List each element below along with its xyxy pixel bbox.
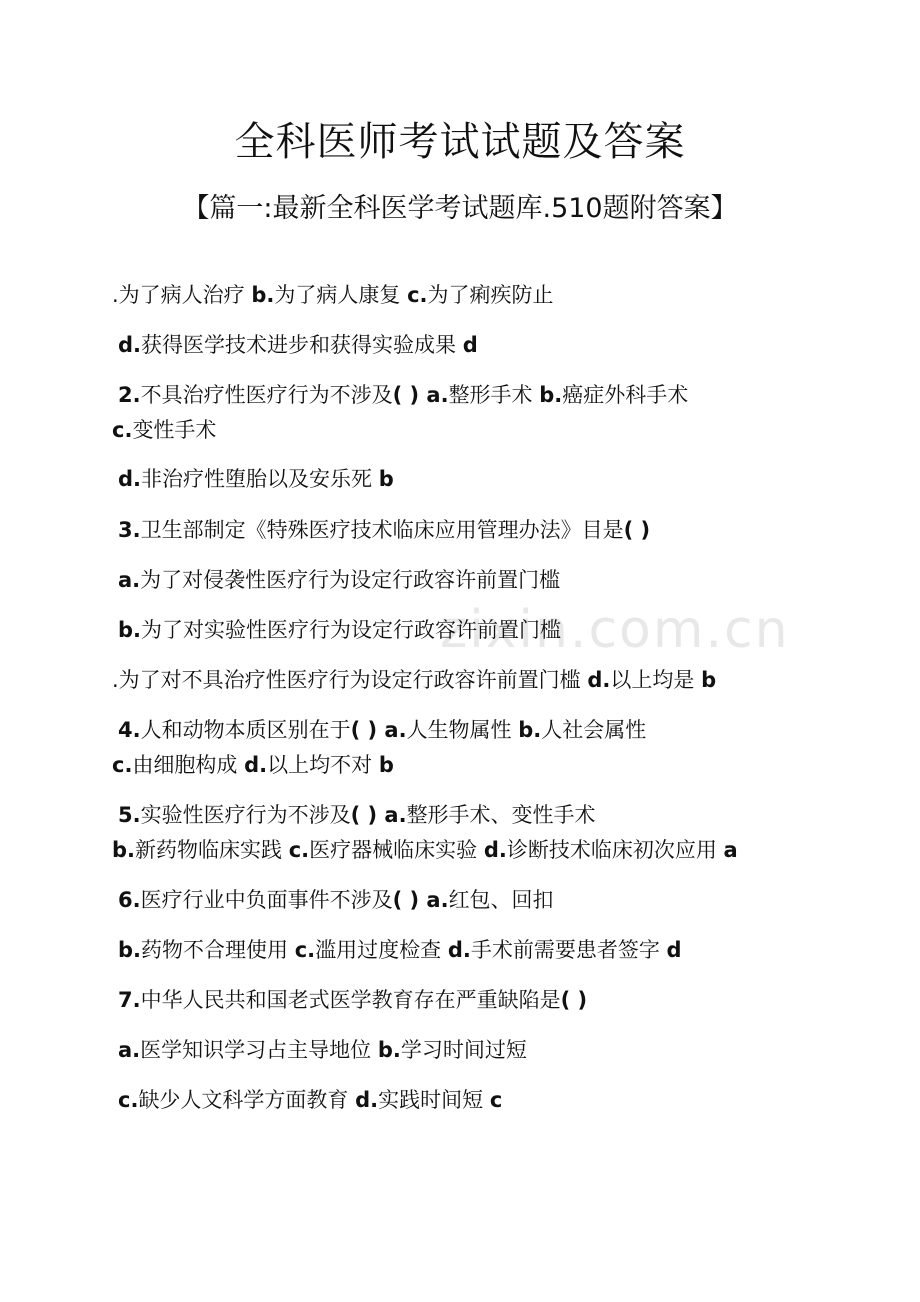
text-line — [118, 616, 561, 644]
text-line — [118, 465, 394, 493]
text-run: .为了病人治疗 — [112, 283, 252, 307]
text-line — [118, 331, 478, 359]
page-title: 全科医师考试试题及答案 — [234, 119, 686, 165]
bold-text-run: b. — [251, 283, 275, 307]
text-line — [118, 516, 650, 544]
text-line — [118, 381, 688, 409]
text-run: 医学知识学习占主导地位 — [140, 1038, 378, 1062]
text-run: 医疗行业中负面事件不涉及 — [140, 888, 393, 912]
text-run: 为了病人康复 — [274, 283, 408, 307]
text-line — [118, 1086, 502, 1114]
text-run: 癌症外科手术 — [562, 383, 689, 407]
text-line — [118, 801, 596, 829]
bold-text-run: c. — [407, 283, 428, 307]
bold-text-run: d. — [118, 467, 142, 491]
bold-text-run: ( ) a. — [392, 888, 449, 912]
bold-text-run: a — [723, 838, 738, 862]
text-run: 实践时间短 — [378, 1088, 490, 1112]
bold-text-run: 7. — [118, 988, 141, 1012]
bold-text-run: b — [701, 668, 717, 692]
bold-text-run: d — [462, 333, 478, 357]
watermark: zixin.com.cn — [440, 600, 790, 660]
text-line — [118, 1036, 527, 1064]
text-run: 人社会属性 — [541, 718, 647, 742]
bold-text-run: a. — [118, 1038, 141, 1062]
bold-text-run: b. — [118, 618, 142, 642]
bold-text-run: c. — [112, 418, 133, 442]
bold-text-run: b — [378, 753, 394, 777]
text-run: 中华人民共和国老式医学教育存在严重缺陷是 — [140, 988, 561, 1012]
bold-text-run: ( ) a. — [350, 718, 407, 742]
bold-text-run: d. — [447, 938, 471, 962]
bold-text-run: 2. — [118, 383, 141, 407]
bold-text-run: 4. — [118, 718, 141, 742]
bold-text-run: b. — [377, 1038, 401, 1062]
bold-text-run: c — [489, 1088, 503, 1112]
bold-text-run: b. — [118, 938, 142, 962]
text-line — [112, 666, 716, 694]
bold-text-run: 6. — [118, 888, 141, 912]
bold-text-run: b. — [518, 718, 542, 742]
text-run: .为了对不具治疗性医疗行为设定行政容许前置门槛 — [112, 668, 588, 692]
text-line — [118, 936, 682, 964]
text-line — [118, 986, 587, 1014]
text-run: 人和动物本质区别在于 — [140, 718, 351, 742]
text-run: 实验性医疗行为不涉及 — [140, 803, 351, 827]
bold-text-run: d. — [483, 838, 507, 862]
text-run: 整形手术 — [448, 383, 540, 407]
bold-text-run: c. — [118, 1088, 139, 1112]
bold-text-run: 5. — [118, 803, 141, 827]
text-run: 为了痢疾防止 — [427, 283, 554, 307]
text-run: 以上均不对 — [267, 753, 379, 777]
bold-text-run: d. — [587, 668, 611, 692]
text-run: 新药物临床实践 — [135, 838, 289, 862]
text-run: 滥用过度检查 — [315, 938, 448, 962]
bold-text-run: 3. — [118, 518, 141, 542]
text-run: 手术前需要患者签字 — [470, 938, 667, 962]
bold-text-run: d — [666, 938, 682, 962]
bold-text-run: ( ) a. — [350, 803, 407, 827]
bold-text-run: d. — [244, 753, 268, 777]
text-run: 缺少人文科学方面教育 — [138, 1088, 356, 1112]
text-line — [112, 416, 216, 444]
text-run: 为了对实验性医疗行为设定行政容许前置门槛 — [141, 618, 562, 642]
bold-text-run: b. — [112, 838, 136, 862]
text-run: 药物不合理使用 — [141, 938, 295, 962]
text-run: 以上均是 — [610, 668, 702, 692]
bold-text-run: ( ) a. — [392, 383, 449, 407]
text-run: 由细胞构成 — [132, 753, 245, 777]
text-line — [112, 281, 554, 309]
text-run: 不具治疗性医疗行为不涉及 — [140, 383, 393, 407]
text-run: 为了对侵袭性医疗行为设定行政容许前置门槛 — [140, 568, 561, 592]
text-line — [118, 886, 554, 914]
bold-text-run: c. — [112, 753, 133, 777]
text-run: 医疗器械临床实验 — [309, 838, 484, 862]
bold-text-run: a. — [118, 568, 141, 592]
bold-text-run: c. — [288, 838, 310, 862]
bold-text-run: b. — [539, 383, 563, 407]
text-run: 学习时间过短 — [400, 1038, 527, 1062]
text-run: 人生物属性 — [406, 718, 519, 742]
bold-text-run: ( ) — [560, 988, 588, 1012]
text-run: 获得医学技术进步和获得实验成果 — [141, 333, 463, 357]
text-run: 红包、回扣 — [448, 888, 554, 912]
bold-text-run: b — [378, 467, 394, 491]
page-subtitle: 【篇一:最新全科医学考试题库.510题附答案】 — [182, 193, 738, 224]
bold-text-run: d. — [355, 1088, 379, 1112]
text-run: 整形手术、变性手术 — [406, 803, 596, 827]
bold-text-run: c. — [294, 938, 316, 962]
text-line — [118, 716, 646, 744]
text-line — [118, 566, 560, 594]
text-line — [112, 751, 394, 779]
text-run: 非治疗性堕胎以及安乐死 — [141, 467, 379, 491]
text-run: 变性手术 — [132, 418, 217, 442]
bold-text-run: ( ) — [623, 518, 651, 542]
bold-text-run: d. — [118, 333, 142, 357]
text-run: 诊断技术临床初次应用 — [506, 838, 724, 862]
text-line — [112, 836, 738, 864]
text-run: 卫生部制定《特殊医疗技术临床应用管理办法》目是 — [140, 518, 624, 542]
